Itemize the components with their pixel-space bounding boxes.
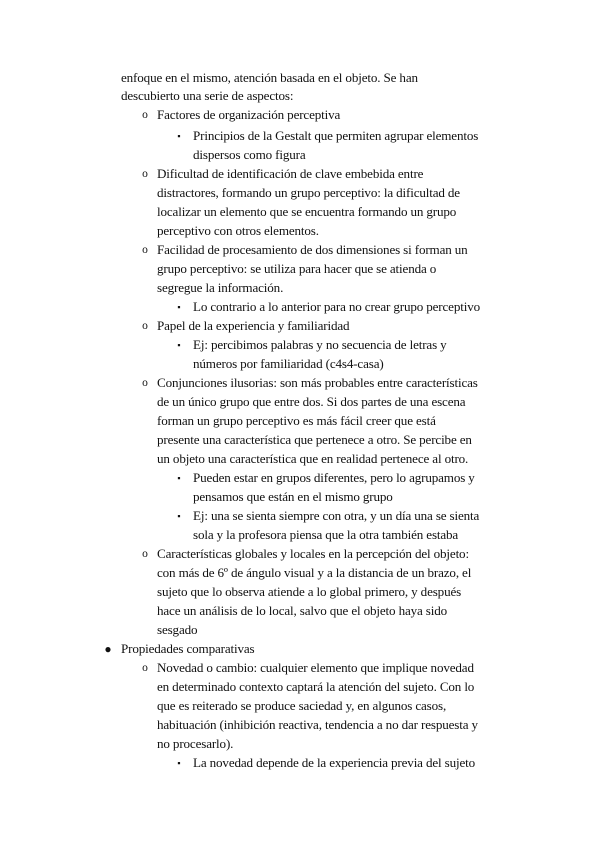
circle-bullet-icon: o: [142, 377, 148, 389]
item-2-line-3: localizar un elemento que se encuentra formando un grupo: [157, 204, 457, 219]
section-2-title: Propiedades comparativas: [121, 641, 255, 656]
item-4-line-1: Papel de la experiencia y familiaridad: [157, 318, 350, 333]
item-3-line-2: grupo perceptivo: se utiliza para hacer que se atienda o: [157, 261, 437, 276]
item-5-sub-1-line-2: pensamos que están en el mismo grupo: [193, 489, 393, 504]
circle-bullet-icon: o: [142, 662, 148, 674]
item-6-line-5: sesgado: [157, 622, 198, 637]
square-bullet-icon: ▪: [177, 758, 181, 768]
section-2-item-1-line-5: no procesarlo).: [157, 736, 234, 751]
section-2-item-1-line-1: Novedad o cambio: cualquier elemento que implique novedad: [157, 660, 474, 675]
item-1-sub-1-line-2: dispersos como figura: [193, 147, 306, 162]
item-6-line-3: sujeto que lo observa atiende a lo global primero, y después: [157, 584, 462, 599]
square-bullet-icon: ▪: [177, 340, 181, 350]
circle-bullet-icon: o: [142, 168, 148, 180]
square-bullet-icon: ▪: [177, 511, 181, 521]
item-1-sub-1-line-1: Principios de la Gestalt que permiten agrupar elementos: [193, 128, 479, 143]
item-2-line-4: perceptivo con otros elementos.: [157, 223, 319, 238]
item-5-line-2: de un único grupo que entre dos. Si dos partes de una escena: [157, 394, 466, 409]
item-6-line-4: hace un análisis de lo local, salvo que el objeto haya sido: [157, 603, 448, 618]
intro-line-1: enfoque en el mismo, atención basada en el objeto. Se han: [121, 70, 418, 85]
item-5-sub-2-line-2: sola y la profesora piensa que la otra también estaba: [193, 527, 459, 542]
item-5-line-5: un objeto una característica que en realidad pertenece al otro.: [157, 451, 469, 466]
disc-bullet-icon: ●: [104, 642, 112, 656]
section-2-item-1-line-2: en determinado contexto captará la atención del sujeto. Con lo: [157, 679, 475, 694]
item-5-line-4: presente una característica que pertenece a otro. Se percibe en: [157, 432, 472, 447]
circle-bullet-icon: o: [142, 244, 148, 256]
item-3-line-3: segregue la información.: [157, 280, 284, 295]
item-4-sub-1-line-2: números por familiaridad (c4s4-casa): [193, 356, 384, 371]
square-bullet-icon: ▪: [177, 131, 181, 141]
item-6-line-1: Características globales y locales en la percepción del objeto:: [157, 546, 469, 561]
section-2-item-1-sub-1-line-1: La novedad depende de la experiencia previa del sujeto: [193, 755, 476, 770]
item-2-line-2: distractores, formando un grupo perceptivo: la dificultad de: [157, 185, 460, 200]
square-bullet-icon: ▪: [177, 473, 181, 483]
section-2-item-1-line-3: que es reiterado se produce saciedad y, en algunos casos,: [157, 698, 447, 713]
circle-bullet-icon: o: [142, 320, 148, 332]
item-2-line-1: Dificultad de identificación de clave embebida entre: [157, 166, 424, 181]
item-3-sub-1-line-1: Lo contrario a lo anterior para no crear grupo perceptivo: [193, 299, 481, 314]
circle-bullet-icon: o: [142, 109, 148, 121]
item-1-line-1: Factores de organización perceptiva: [157, 107, 341, 122]
item-3-line-1: Facilidad de procesamiento de dos dimensiones si forman un: [157, 242, 468, 257]
item-6-line-2: con más de 6º de ángulo visual y a la distancia de un brazo, el: [157, 565, 472, 580]
circle-bullet-icon: o: [142, 548, 148, 560]
item-5-sub-1-line-1: Pueden estar en grupos diferentes, pero lo agrupamos y: [193, 470, 475, 485]
square-bullet-icon: ▪: [177, 302, 181, 312]
item-5-line-3: forman un grupo perceptivo es más fácil creer que está: [157, 413, 436, 428]
intro-line-2: descubierto una serie de aspectos:: [121, 88, 294, 103]
item-5-sub-2-line-1: Ej: una se sienta siempre con otra, y un día una se sienta: [193, 508, 480, 523]
section-2-item-1-line-4: habituación (inhibición reactiva, tendencia a no dar respuesta y: [157, 717, 478, 732]
item-5-line-1: Conjunciones ilusorias: son más probables entre características: [157, 375, 478, 390]
item-4-sub-1-line-1: Ej: percibimos palabras y no secuencia de letras y: [193, 337, 447, 352]
